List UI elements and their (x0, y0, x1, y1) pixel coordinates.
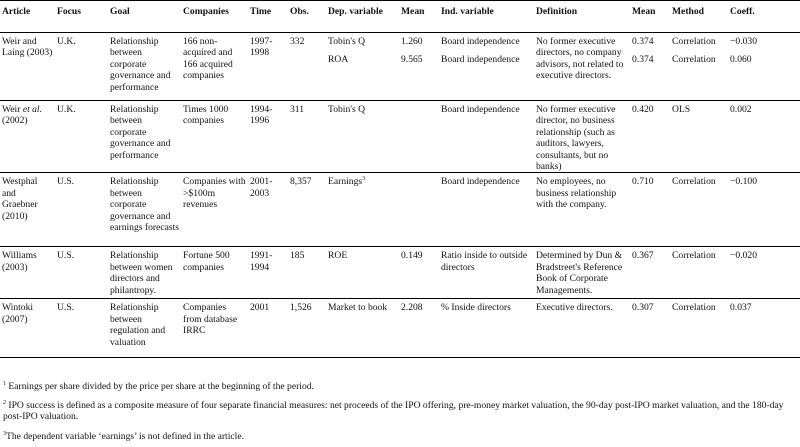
header-mean-ind: Mean (632, 6, 656, 17)
cell-goal: Relationship between regulation and valuation (108, 299, 181, 358)
header-obs: Obs. (290, 6, 309, 17)
cell-focus: U.K. (55, 101, 108, 173)
cell-companies: 166 non-acquired and 166 acquired companies (183, 36, 233, 82)
article-et-al: et al. (22, 104, 42, 115)
header-focus: Focus (57, 6, 81, 17)
cell-coeff: −0.030 (730, 36, 757, 47)
cell-companies: Companies with >$100m revenues (181, 173, 248, 247)
table-row (0, 33, 800, 54)
footnote-text: IPO success is defined as a composite measure of four separate financial measures: net proceeds of the IPO offering, pre-money market valuation, the 90-day post-IPO market valuation, and the 180-day post-IPO valuation. (3, 400, 784, 423)
cell-method: Correlation (670, 247, 728, 299)
header-companies: Companies (183, 6, 229, 17)
cell-mean-dep: 0.149 (399, 247, 439, 299)
cell-coeff: −0.020 (728, 247, 800, 299)
cell-time: 1994-1996 (248, 101, 288, 173)
cell-goal: Relationship between corporate governance and performance (108, 101, 181, 173)
cell-method: Correlation (672, 36, 716, 47)
cell-article (0, 101, 55, 173)
cell-time: 1997-1998 (250, 36, 273, 59)
cell-ind-variable: Ratio inside to outside directors (439, 247, 534, 299)
cell-ind-variable: Board independence (441, 36, 520, 47)
cell-coeff: 0.037 (728, 299, 800, 358)
header-dep-variable: Dep. variable (328, 6, 383, 17)
cell-mean-dep (399, 101, 439, 173)
footnote-mark: 3 (3, 430, 6, 437)
cell-dep-variable: ROA (328, 54, 349, 65)
cell-article: Williams (2003) (0, 247, 55, 299)
cell-time: 2001-2003 (248, 173, 288, 247)
cell-mean-ind: 0.307 (630, 299, 670, 358)
table-row (0, 173, 800, 247)
cell-coeff: −0.100 (728, 173, 800, 247)
header-time: Time (250, 6, 272, 17)
cell-method: Correlation (670, 173, 728, 247)
cell-dep-variable (326, 173, 399, 247)
header-definition: Definition (536, 6, 578, 17)
cell-mean-ind: 0.374 (632, 36, 654, 47)
cell-definition: No former executive directors, no company advisors, not related to executive directors. (536, 36, 624, 82)
table-header (0, 1, 800, 33)
cell-focus: U.K. (57, 36, 76, 47)
cell-method: Correlation (672, 54, 716, 65)
cell-mean-dep: 2.208 (399, 299, 439, 358)
cell-coeff: 0.002 (728, 101, 800, 173)
table-row (0, 299, 800, 358)
cell-mean-dep (399, 173, 439, 247)
cell-mean-ind: 0.367 (630, 247, 670, 299)
footnote-text: Earnings per share divided by the price per share at the beginning of the period. (6, 381, 314, 392)
article-year: (2002) (2, 115, 28, 127)
cell-obs: 8,357 (288, 173, 326, 247)
cell-mean-ind: 0.710 (630, 173, 670, 247)
cell-companies: Fortune 500 companies (181, 247, 248, 299)
cell-definition: Executive directors. (534, 299, 630, 358)
cell-goal: Relationship between corporate governance and earnings forecasts (108, 173, 181, 247)
cell-focus: U.S. (55, 299, 108, 358)
cell-ind-variable: Board independence (439, 173, 534, 247)
cell-obs: 1,526 (288, 299, 326, 358)
cell-mean-dep: 1.260 (401, 36, 423, 47)
footnote-1 (3, 381, 798, 392)
header-ind-variable: Ind. variable (441, 6, 494, 17)
header-coeff: Coeff. (730, 6, 755, 17)
cell-companies: Companies from database IRRC (181, 299, 248, 358)
footnote-mark: 2 (3, 399, 6, 406)
cell-focus: U.S. (55, 173, 108, 247)
article-name: Weir (2, 104, 23, 115)
cell-dep-variable: Tobin's Q (328, 36, 366, 47)
cell-dep-variable: Market to book (326, 299, 399, 358)
header-method: Method (672, 6, 704, 17)
footnote-2 (3, 400, 798, 423)
footnote-mark: 1 (3, 380, 6, 387)
footnote-3 (3, 431, 798, 442)
cell-ind-variable: % Inside directors (439, 299, 534, 358)
cell-article: Weir and Laing (2003) (2, 36, 53, 59)
cell-focus: U.S. (55, 247, 108, 299)
cell-obs: 185 (288, 247, 326, 299)
footnote-text: The dependent variable ‘earnings’ is not defined in the article. (6, 431, 244, 442)
cell-definition: No former executive director, no business relationship (such as auditors, lawyers, consultants, but no banks) (534, 101, 630, 173)
dep-variable-label: Earnings (328, 176, 363, 188)
cell-time: 1991-1994 (248, 247, 288, 299)
cell-definition: Determined by Dun & Bradstreet's Reference Book of Corporate Managements. (534, 247, 630, 299)
header-article: Article (2, 6, 31, 17)
table-row (0, 247, 800, 299)
cell-companies: Times 1000 companies (181, 101, 248, 173)
cell-dep-variable: Tobin's Q (326, 101, 399, 173)
cell-ind-variable: Board independence (441, 54, 520, 65)
cell-goal: Relationship between women directors and philantropy. (108, 247, 181, 299)
table-row (0, 101, 800, 173)
cell-goal: Relationship between corporate governance and performance (110, 36, 171, 93)
cell-article: Westphal and Graebner (2010) (0, 173, 55, 247)
cell-ind-variable: Board independence (439, 101, 534, 173)
cell-definition: No employees, no business relationship with the company. (534, 173, 630, 247)
cell-method: OLS (670, 101, 728, 173)
cell-mean-ind: 0.420 (630, 101, 670, 173)
cell-dep-variable: ROE (326, 247, 399, 299)
cell-time: 2001 (248, 299, 288, 358)
cell-obs: 332 (290, 36, 305, 47)
cell-obs: 311 (288, 101, 326, 173)
cell-mean-dep: 9.565 (401, 54, 423, 65)
cell-article: Wintoki (2007) (0, 299, 55, 358)
cell-coeff: 0.060 (730, 54, 752, 65)
header-mean-dep: Mean (401, 6, 425, 17)
cell-method: Correlation (670, 299, 728, 358)
cell-mean-ind: 0.374 (632, 54, 654, 65)
header-goal: Goal (110, 6, 130, 17)
footnote-ref: 3 (362, 176, 366, 183)
